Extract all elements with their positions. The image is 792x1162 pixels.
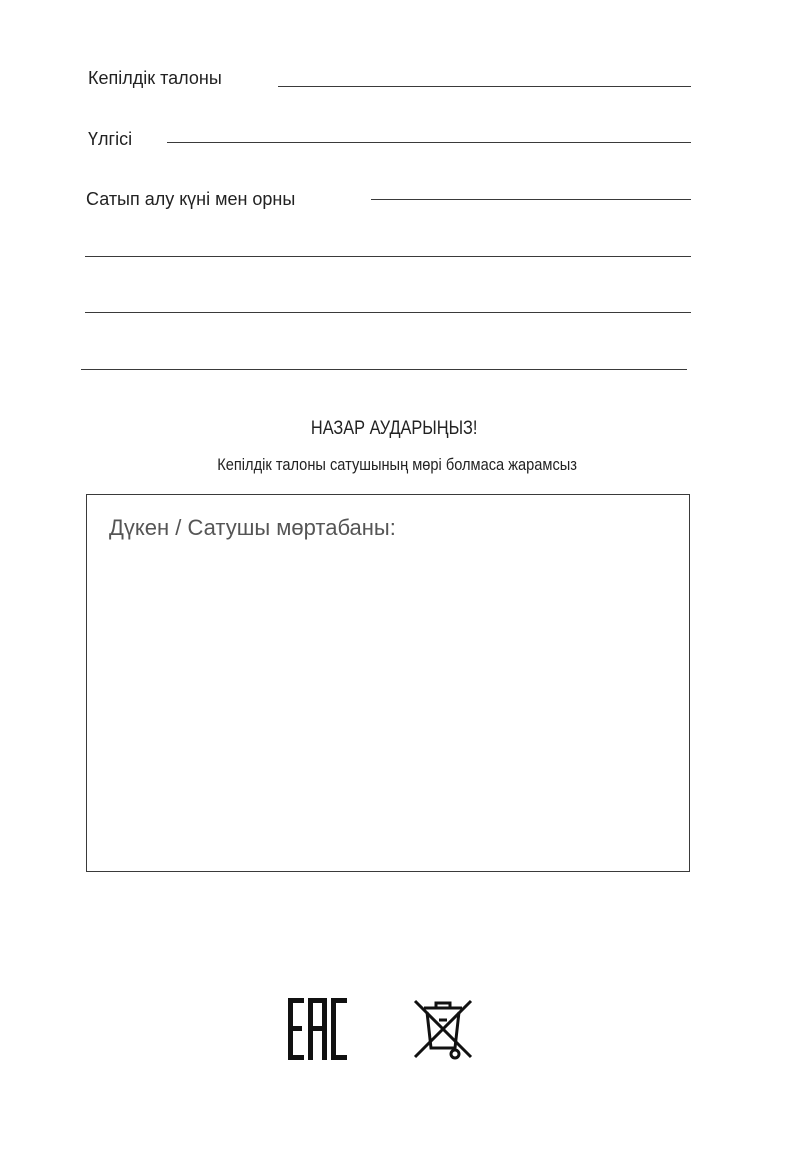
blank-line-3[interactable] [81,369,687,370]
notice-text: Кепілдік талоны сатушының мөрі болмаса жарамсыз [217,455,577,474]
blank-line-2[interactable] [85,312,691,313]
warranty-card-line[interactable] [278,86,691,87]
eac-icon [288,998,348,1060]
warranty-card-label: Кепілдік талоны [88,68,222,88]
stamp-box-label: Дүкен / Сатушы мөртабаны: [109,515,396,540]
model-line[interactable] [167,142,691,143]
stamp-box[interactable] [86,494,690,872]
purchase-date-place-line[interactable] [371,199,691,200]
purchase-date-place-label: Сатып алу күні мен орны [86,189,296,209]
model-label: Үлгісі [88,129,133,149]
blank-line-1[interactable] [85,256,691,257]
weee-icon [412,998,474,1062]
notice-title: НАЗАР АУДАРЫҢЫЗ! [310,418,478,439]
